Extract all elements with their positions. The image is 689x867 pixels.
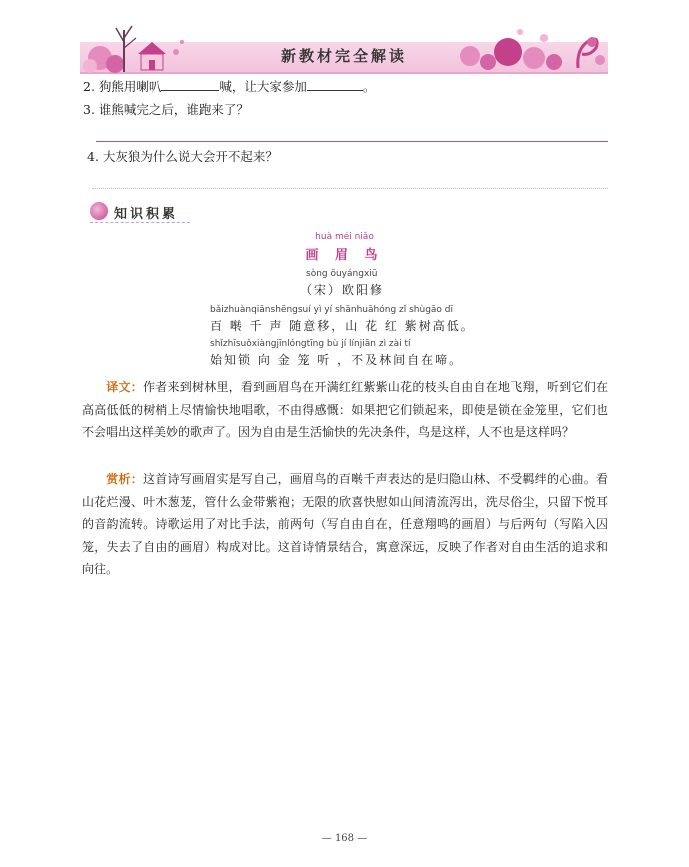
question-3: 3. 谁熊喊完之后，谁跑来了？ xyxy=(83,102,249,117)
translation-label: 译文： xyxy=(106,380,143,394)
poem-line-2-pinyin: shǐzhīsuǒxiàngjīnlóngtīng bù jí línjiān zì zài tí xyxy=(210,339,411,349)
answer-blank[interactable] xyxy=(307,78,363,91)
section-divider xyxy=(92,188,608,189)
question-2 xyxy=(83,78,375,95)
poem-title: 画 眉 鸟 xyxy=(305,248,384,263)
poem-title-pinyin: huà méi niǎo xyxy=(315,232,374,242)
question-2-prefix: 2. 狗熊用喇叭 xyxy=(83,79,162,94)
translation-paragraph xyxy=(82,376,608,444)
appreciation-paragraph xyxy=(82,468,608,581)
appreciation-text: 这首诗写画眉实是写自己，画眉鸟的百啭千声表达的是归隐山林、不受羁绊的心曲。看山花烂漫、叶木葱茏，管什么金带紫袍；无限的欣喜快慰如山间清流泻出，洗尽俗尘，只留下悦耳的音韵流转。诗歌运用了对比手法，前两句（写自由自在，任意翔鸣的画眉）与后两句（写陷入囚笼，失去了自由的画眉）构成对比。这首诗情景结合，寓意深远，反映了作者对自由生活的追求和向往。 xyxy=(82,472,608,577)
question-4: 4. 大灰狼为什么说大会开不起来？ xyxy=(87,149,278,164)
question-2-mid: 喊，让大家参加 xyxy=(219,79,307,94)
page-header xyxy=(80,12,608,74)
question-2-end: 。 xyxy=(362,79,376,94)
poem-line-1: 百 啭 千 声 随意移，山 花 红 紫树高低。 xyxy=(210,319,475,333)
poem-line-1-pinyin: bǎizhuànqiānshēngsuí yì yí shānhuāhóng zǐ shùgāo dī xyxy=(210,305,454,315)
answer-line[interactable] xyxy=(96,141,608,142)
poem-author: （宋）欧阳修 xyxy=(300,283,385,297)
flower-bubbles-icon xyxy=(450,12,608,74)
header-title: 新教材完全解读 xyxy=(280,47,407,65)
poem-author-pinyin: sòng ōuyángxiū xyxy=(306,269,378,279)
translation-text: 作者来到树林里，看到画眉鸟在开满红红紫紫山花的枝头自由自在地飞翔，听到它们在高高低低的树梢上尽情愉快地唱歌，不由得感慨：如果把它们锁起来，即使是锁在金笼里，它们也不会唱出这样美妙的歌声了。因为自由是生活愉快的先决条件，鸟是这样，人不也是这样吗？ xyxy=(82,380,608,440)
section-title: 知识积累 xyxy=(114,207,179,222)
section-badge-icon xyxy=(90,202,108,220)
section-title-underline xyxy=(90,222,190,223)
appreciation-label: 赏析： xyxy=(106,472,143,486)
answer-blank[interactable] xyxy=(161,78,219,91)
page-number: — 168 — xyxy=(321,833,368,844)
poem-line-2: 始知锁 向 金 笼 听 ，不及林间自在啼。 xyxy=(210,353,464,367)
